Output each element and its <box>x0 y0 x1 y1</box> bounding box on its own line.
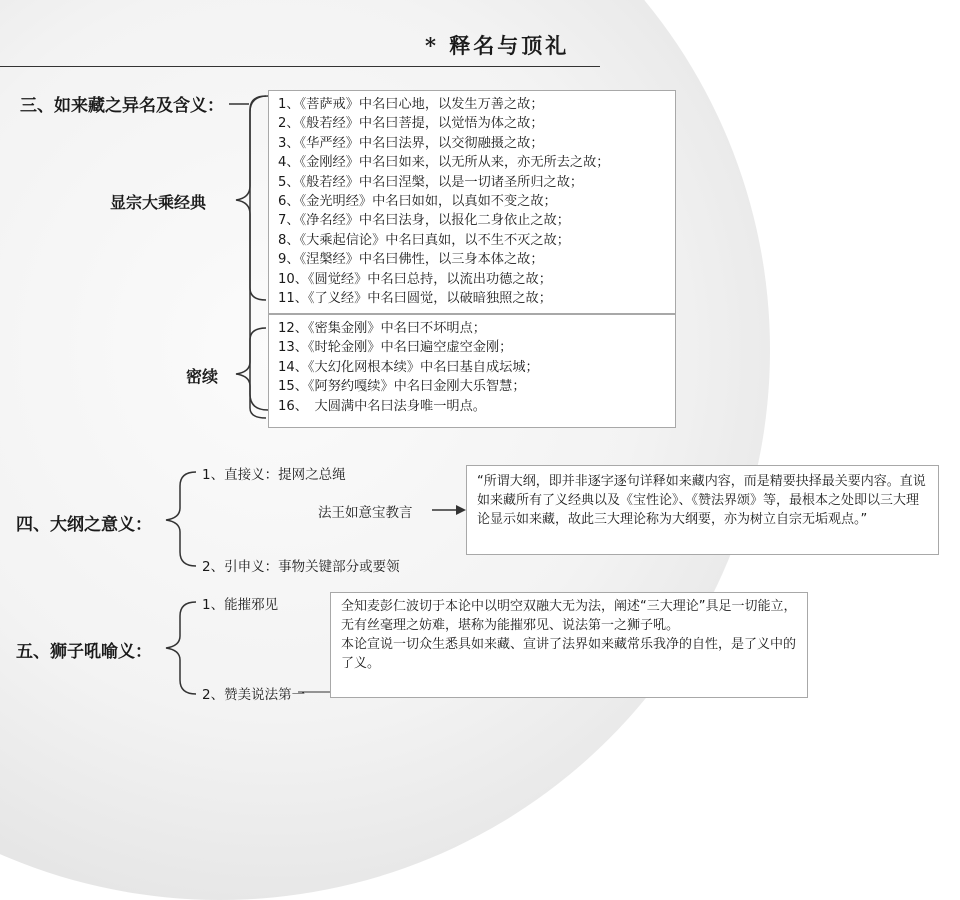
list-item: 2、《般若经》中名曰菩提，以觉悟为体之故； <box>278 116 544 132</box>
list-item: 3、《华严经》中名曰法界，以交彻融摄之故； <box>278 135 544 151</box>
list-item: 14、《大幻化网根本续》中名曰基自成坛城； <box>278 359 539 375</box>
group2-list-box <box>268 314 676 428</box>
lion-roar-box <box>330 592 808 698</box>
lion-roar-paragraph-1: 全知麦彭仁波切于本论中以明空双融大无为法，阐述“三大理论”具足一切能立，无有丝毫理之妨难，堪称为能摧邪见、说法第一之狮子吼。 <box>341 599 797 633</box>
list-item: 5、《般若经》中名曰涅槃，以是一切诸圣所归之故； <box>278 174 584 190</box>
list-item: 1、《菩萨戒》中名曰心地，以发生万善之故； <box>278 97 544 112</box>
section4-branch1: 1、直接义：提网之总绳 <box>202 467 346 483</box>
list-item: 7、《净名经》中名曰法身，以报化二身依止之故； <box>278 213 570 229</box>
section4-branch2: 2、引申义：事物关键部分或要领 <box>202 559 400 575</box>
section5-branch1: 1、能摧邪见 <box>202 597 279 613</box>
section5-branch2: 2、赞美说法第一 <box>202 687 306 703</box>
lion-roar-paragraph-2: 本论宣说一切众生悉具如来藏、宣讲了法界如来藏常乐我净的自性，是了义中的了义。 <box>341 637 797 671</box>
section4-heading: 四、大纲之意义： <box>16 515 152 535</box>
page-title: * 释名与顶礼 <box>425 33 570 58</box>
list-item: 12、《密集金刚》中名曰不坏明点； <box>278 321 486 336</box>
quote-text: “所谓大纲，即并非逐字逐句详释如来藏内容，而是精要抉择最关要内容。直说如来藏所有了义经典以及《宝性论》、《赞法界颂》等，最根本之处即以三大理论显示如来藏，故此三大理论称为大纲要，亦为树立自宗无垢观点。” <box>477 474 926 527</box>
list-item: 11、《了义经》中名曰圆觉，以破暗独照之故； <box>278 290 552 306</box>
group2-label: 密续 <box>186 367 219 386</box>
list-item: 4、《金刚经》中名曰如来，以无所从来，亦无所去之故； <box>278 155 610 171</box>
list-item: 9、《涅槃经》中名曰佛性，以三身本体之故； <box>278 252 544 268</box>
quote-box <box>466 465 939 555</box>
list-item: 10、《圆觉经》中名曰总持，以流出功德之故； <box>278 271 552 287</box>
group1-label: 显宗大乘经典 <box>110 193 207 212</box>
title-underline <box>0 66 600 67</box>
group1-list-box <box>268 90 676 314</box>
list-item: 8、《大乘起信论》中名曰真如，以不生不灭之故； <box>278 232 570 248</box>
list-item: 15、《阿努约嘎续》中名曰金刚大乐智慧； <box>278 379 526 395</box>
quote-source: 法王如意宝教言 <box>318 505 413 521</box>
list-item: 13、《时轮金刚》中名曰遍空虚空金刚； <box>278 340 513 356</box>
section5-heading: 五、狮子吼喻义： <box>16 642 152 662</box>
list-item: 16、 大圆满中名曰法身唯一明点。 <box>278 398 486 414</box>
section3-heading: 三、如来藏之异名及含义： <box>20 96 224 116</box>
list-item: 6、《金光明经》中名曰如如，以真如不变之故； <box>278 193 557 209</box>
